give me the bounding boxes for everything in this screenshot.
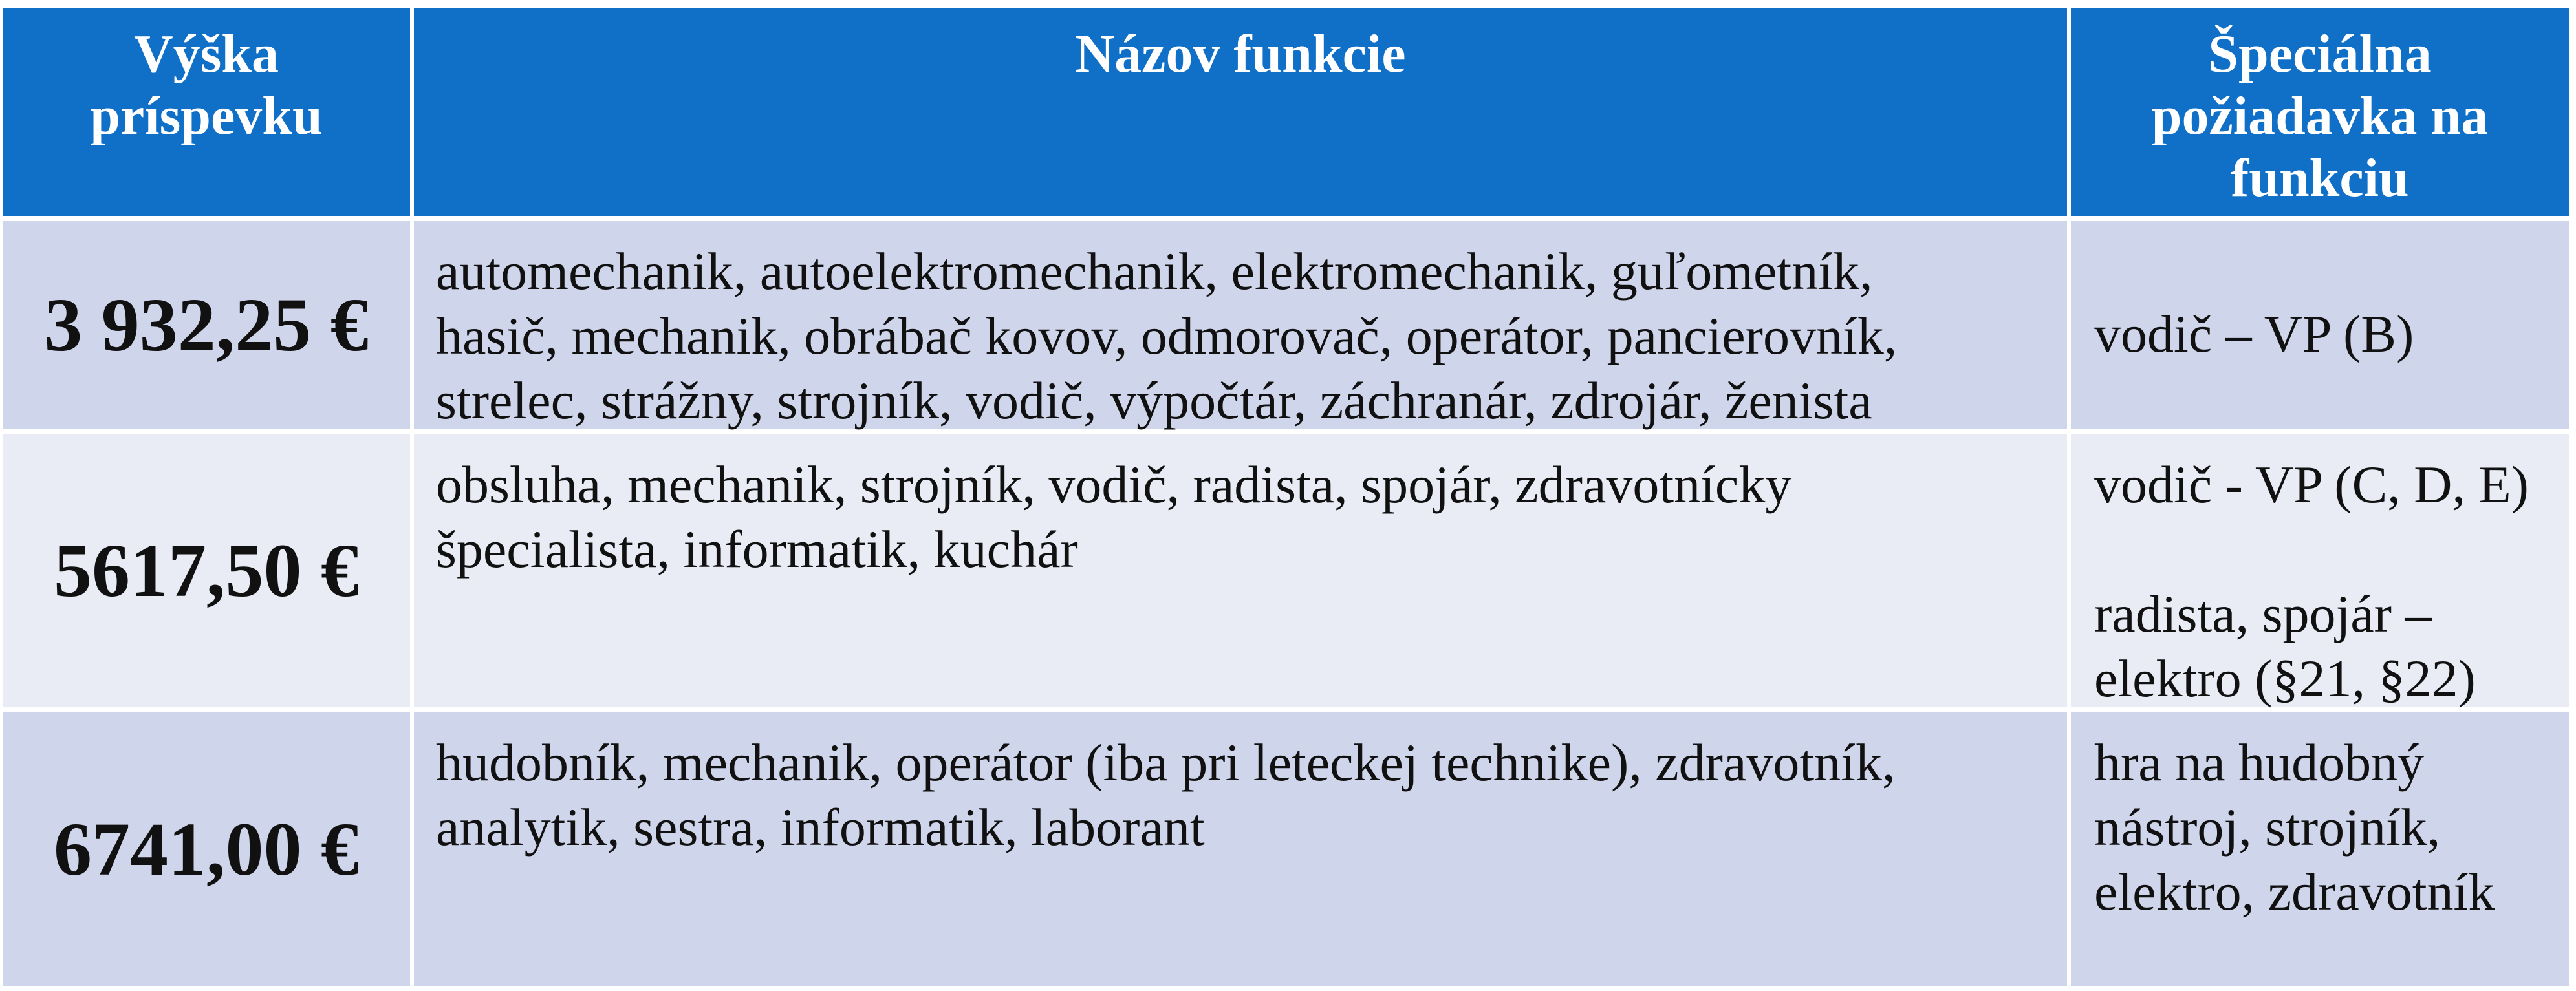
header-functions	[414, 8, 2067, 216]
functions-line: hasič, mechanik, obrábač kovov, odmorovač, operátor, pancierovník,	[436, 306, 1898, 365]
functions-line: analytik, sestra, informatik, laborant	[436, 798, 1205, 857]
requirement-line: vodič – VP (B)	[2094, 304, 2414, 363]
amount-cell	[3, 221, 410, 429]
header-amount-line: Výška	[133, 24, 279, 84]
requirement-line: hra na hudobný	[2094, 733, 2425, 792]
requirement-line: radista, spojár –	[2094, 584, 2432, 643]
requirement-line: vodič - VP (C, D, E)	[2094, 455, 2529, 514]
amount-cell	[3, 434, 410, 707]
amount-cell	[3, 712, 410, 986]
functions-cell	[414, 434, 2067, 707]
requirement-cell	[2071, 221, 2569, 429]
requirement-line: nástroj, strojník,	[2094, 798, 2441, 857]
header-requirement-line: požiadavka na	[2151, 86, 2489, 146]
amount-value: 5617,50 €	[54, 528, 359, 613]
amount-value: 6741,00 €	[54, 807, 359, 891]
requirement-line: elektro, zdravotník	[2094, 862, 2495, 921]
header-amount-line: príspevku	[90, 86, 323, 146]
requirement-cell	[2071, 434, 2569, 707]
functions-line: hudobník, mechanik, operátor (iba pri leteckej technike), zdravotník,	[436, 733, 1896, 792]
functions-line: strelec, strážny, strojník, vodič, výpočtár, záchranár, zdrojár, ženista	[436, 371, 1872, 430]
functions-cell	[414, 221, 2067, 429]
amount-value: 3 932,25 €	[44, 282, 369, 367]
functions-cell	[414, 712, 2067, 986]
contribution-table	[3, 8, 2569, 986]
header-requirement-line: Špeciálna	[2208, 24, 2432, 84]
requirement-line: elektro (§21, §22)	[2094, 649, 2476, 708]
header-amount	[3, 8, 410, 216]
header-requirement	[2071, 8, 2569, 216]
header-functions-label: Názov funkcie	[1075, 24, 1406, 84]
requirement-cell	[2071, 712, 2569, 986]
requirement-spacer	[2094, 517, 2556, 582]
header-requirement-line: funkciu	[2231, 148, 2409, 208]
functions-line: obsluha, mechanik, strojník, vodič, radista, spojár, zdravotnícky	[436, 455, 1792, 514]
functions-line: špecialista, informatik, kuchár	[436, 520, 1078, 579]
functions-line: automechanik, autoelektromechanik, elektromechanik, guľometník,	[436, 242, 1873, 301]
